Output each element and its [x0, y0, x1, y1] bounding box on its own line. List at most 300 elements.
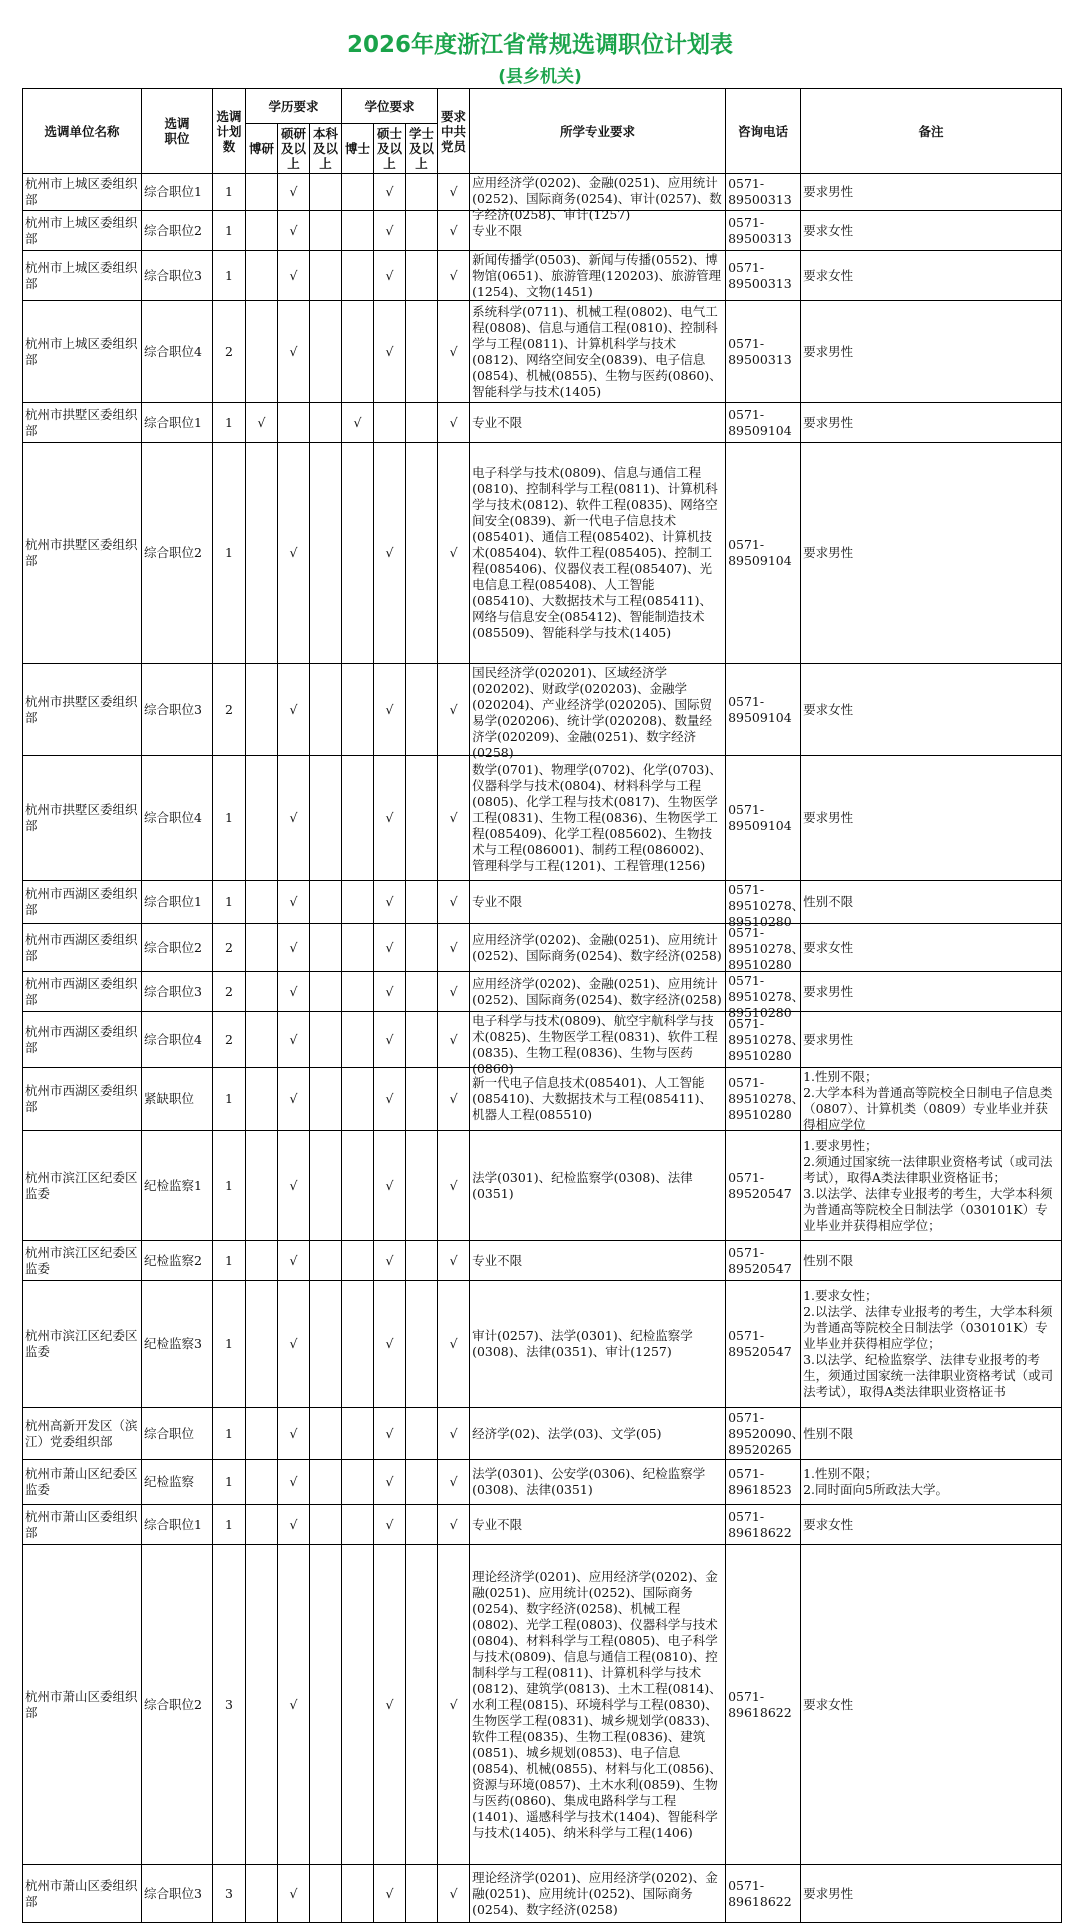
cell-unit [23, 174, 142, 211]
cell-deg-bachelor [406, 174, 438, 211]
cell-party [438, 301, 470, 403]
cell-unit [23, 1241, 142, 1281]
cell-deg-doc [342, 664, 374, 756]
cell-position-text: 综合职位3 [144, 267, 202, 283]
cell-party-text: √ [449, 222, 458, 238]
cell-deg-doc [342, 924, 374, 972]
cell-deg-master-text: √ [385, 939, 394, 955]
cell-position-text: 综合职位1 [144, 184, 202, 199]
cell-deg-master [374, 1131, 406, 1241]
page-title: 2026年度浙江省常规选调职位计划表 [346, 32, 733, 58]
cell-party [438, 1545, 470, 1865]
cell-count [213, 1460, 246, 1505]
cell-position-text: 纪检监察2 [144, 1252, 202, 1268]
cell-position-text: 综合职位4 [144, 343, 202, 359]
cell-edu-bachelor [310, 1241, 342, 1281]
cell-edu-master-text: √ [289, 1177, 298, 1193]
cell-deg-master [374, 1545, 406, 1865]
cell-position [142, 924, 213, 972]
cell-edu-master-text: √ [289, 1336, 298, 1351]
cell-count-text: 1 [225, 267, 233, 283]
cell-party [438, 972, 470, 1012]
cell-position [142, 1131, 213, 1241]
cell-deg-master-text: √ [385, 701, 394, 717]
cell-position [142, 972, 213, 1012]
cell-major-text: 系统科学(0711)、机械工程(0802)、电气工程(0808)、信息与通信工程(0810)、控制科学与工程(0811)、计算机科学与技术(0812)、网络空间安全(0839)、电子信息(0854)、机械(0855)、生物与医药(0860)、智能科学与技术(1405) [472, 303, 722, 399]
cell-major-text: 电子科学与技术(0809)、航空宇航科学与技术(0825)、生物医学工程(0831)、软件工程(0835)、生物工程(0836)、生物与医药(0860) [472, 1012, 718, 1076]
cell-deg-doc [342, 1408, 374, 1460]
header-row-1 [23, 89, 1062, 124]
cell-phone [726, 756, 801, 881]
cell-count-text: 2 [225, 701, 233, 717]
cell-major-text: 专业不限 [472, 1516, 523, 1532]
cell-count-text: 1 [225, 1252, 233, 1268]
cell-deg-bachelor [406, 1865, 438, 1923]
cell-deg-master [374, 972, 406, 1012]
cell-edu-master [278, 443, 310, 664]
cell-position [142, 1505, 213, 1545]
cell-deg-doc [342, 403, 374, 443]
cell-edu-doc [246, 1281, 278, 1408]
cell-note-text: 要求男性 [803, 414, 854, 430]
table-row [23, 972, 1062, 1012]
cell-edu-master [278, 1865, 310, 1923]
cell-edu-doc [246, 1408, 278, 1460]
cell-position [142, 1460, 213, 1505]
cell-edu-doc [246, 251, 278, 301]
cell-unit-text: 杭州高新开发区（滨江）党委组织部 [25, 1417, 138, 1449]
cell-count [213, 443, 246, 664]
cell-unit-text: 杭州市西湖区委组织部 [25, 886, 138, 917]
cell-party-text: √ [449, 267, 458, 283]
header-note: 备注 [801, 89, 1062, 174]
cell-phone-text: 0571-89510278、89510280 [728, 1075, 805, 1122]
cell-major-text: 理论经济学(0201)、应用经济学(0202)、金融(0251)、应用统计(0252)、国际商务(0254)、数字经济(0258) [472, 1869, 718, 1917]
cell-position-text: 综合职位1 [144, 894, 202, 909]
cell-count-text: 1 [225, 1091, 233, 1106]
cell-unit-text: 杭州市拱墅区委组织部 [25, 802, 138, 833]
cell-phone-text: 0571-89510278、89510280 [728, 1015, 805, 1063]
cell-major-text: 专业不限 [472, 414, 523, 430]
table-row [23, 403, 1062, 443]
cell-deg-bachelor [406, 251, 438, 301]
cell-party-text: √ [449, 414, 458, 430]
cell-party [438, 1281, 470, 1408]
cell-party-text: √ [449, 1696, 458, 1712]
cell-position [142, 1865, 213, 1923]
cell-major [470, 1131, 726, 1241]
cell-position-text: 综合职位2 [144, 222, 202, 238]
cell-edu-doc [246, 756, 278, 881]
cell-edu-master [278, 972, 310, 1012]
cell-deg-doc [342, 972, 374, 1012]
cell-edu-bachelor [310, 301, 342, 403]
cell-deg-master-text: √ [385, 343, 394, 359]
cell-deg-master [374, 251, 406, 301]
cell-deg-doc [342, 881, 374, 924]
header-deg-master: 硕士 及以 上 [374, 124, 406, 174]
cell-major [470, 174, 726, 222]
cell-position-text: 紧缺职位 [144, 1091, 195, 1106]
cell-unit-text: 杭州市萧山区纪委区监委 [25, 1466, 138, 1497]
cell-count [213, 1068, 246, 1131]
cell-major [470, 1545, 726, 1865]
table-row [23, 664, 1062, 756]
cell-edu-master-text: √ [289, 1516, 298, 1532]
cell-unit-text: 杭州市萧山区委组织部 [25, 1877, 138, 1909]
cell-deg-bachelor [406, 924, 438, 972]
cell-deg-master [374, 1281, 406, 1408]
cell-position [142, 211, 213, 251]
header-major: 所学专业要求 [470, 89, 726, 174]
cell-edu-master [278, 1505, 310, 1545]
cell-edu-master [278, 1408, 310, 1460]
cell-phone-text: 0571-89520090、89520265 [728, 1409, 805, 1457]
cell-unit [23, 1068, 142, 1131]
cell-party-text: √ [449, 1252, 458, 1268]
cell-deg-master [374, 881, 406, 924]
cell-note-text: 要求女性 [803, 701, 854, 717]
cell-unit-text: 杭州市滨江区纪委区监委 [25, 1244, 138, 1276]
cell-count [213, 1865, 246, 1923]
cell-major [470, 1281, 726, 1408]
cell-note-text: 性别不限 [803, 1252, 854, 1268]
cell-count [213, 1545, 246, 1865]
cell-deg-bachelor [406, 1545, 438, 1865]
cell-note-text: 要求女性 [803, 267, 854, 283]
cell-major-text: 审计(0257)、法学(0301)、纪检监察学(0308)、法律(0351)、审计(1257) [472, 1328, 693, 1359]
cell-deg-bachelor [406, 1131, 438, 1241]
cell-position-text: 综合职位3 [144, 701, 202, 717]
cell-unit [23, 251, 142, 301]
cell-position [142, 443, 213, 664]
cell-edu-master [278, 211, 310, 251]
table-row [23, 443, 1062, 664]
position-plan-table [22, 88, 1062, 1923]
cell-deg-bachelor [406, 1505, 438, 1545]
cell-edu-master [278, 1012, 310, 1068]
cell-party [438, 1408, 470, 1460]
cell-count [213, 211, 246, 251]
cell-phone [726, 1545, 801, 1865]
header-education: 学历要求 [246, 89, 342, 124]
cell-major [470, 1865, 726, 1923]
cell-position-text: 综合职位1 [144, 1516, 202, 1532]
cell-phone-text: 0571-89618622 [728, 1877, 792, 1909]
cell-edu-master [278, 301, 310, 403]
cell-deg-bachelor [406, 1408, 438, 1460]
cell-party [438, 1068, 470, 1131]
cell-unit [23, 211, 142, 251]
cell-party [438, 756, 470, 881]
cell-deg-bachelor [406, 403, 438, 443]
cell-position [142, 1545, 213, 1865]
cell-edu-doc [246, 1460, 278, 1505]
header-position: 选调 职位 [142, 89, 213, 174]
cell-deg-master [374, 1865, 406, 1923]
header-edu-master: 硕研 及以 上 [278, 124, 310, 174]
table-row [23, 301, 1062, 403]
cell-unit-text: 杭州市西湖区委组织部 [25, 975, 138, 1007]
cell-party [438, 1865, 470, 1923]
cell-count-text: 3 [225, 1696, 233, 1712]
cell-position-text: 纪检监察 [144, 1474, 195, 1489]
cell-note [801, 1241, 1062, 1281]
cell-edu-doc [246, 1068, 278, 1131]
cell-edu-master [278, 1281, 310, 1408]
cell-position [142, 251, 213, 301]
cell-phone-text: 0571-89510278、89510280 [728, 881, 805, 929]
cell-phone-text: 0571-89510278、89510280 [728, 924, 805, 972]
cell-count-text: 1 [225, 810, 233, 825]
cell-deg-doc [342, 174, 374, 211]
table-row [23, 174, 1062, 211]
cell-edu-bachelor [310, 403, 342, 443]
cell-count [213, 756, 246, 881]
cell-deg-bachelor [406, 664, 438, 756]
cell-deg-doc [342, 1281, 374, 1408]
cell-count-text: 1 [225, 1177, 233, 1193]
cell-edu-master [278, 664, 310, 756]
cell-note [801, 1460, 1062, 1505]
cell-party [438, 251, 470, 301]
cell-phone [726, 1131, 801, 1241]
cell-deg-master-text: √ [385, 983, 394, 999]
cell-edu-bachelor [310, 1068, 342, 1131]
table-row [23, 1281, 1062, 1408]
cell-unit-text: 杭州市西湖区委组织部 [25, 1083, 138, 1114]
cell-position [142, 1012, 213, 1068]
cell-phone-text: 0571-89500313 [728, 176, 792, 207]
cell-note-text: 1.性别不限； 2.同时面向5所政法大学。 [803, 1466, 948, 1497]
cell-phone-text: 0571-89618622 [728, 1688, 792, 1720]
cell-edu-bachelor [310, 1281, 342, 1408]
cell-major-text: 数学(0701)、物理学(0702)、化学(0703)、仪器科学与技术(0804)、材料科学与工程(0805)、化学工程与技术(0817)、生物医学工程(0831)、生物工程(0836)、生物医学工程(085409)、化学工程(085602)、生物技术与工程(086001)、制药工程(086002)、管理科学与工程(1201)、工程管理(1256) [472, 762, 722, 873]
cell-note-text: 要求男性 [803, 1885, 854, 1901]
cell-edu-doc [246, 1131, 278, 1241]
cell-edu-master-text: √ [289, 184, 298, 199]
cell-phone [726, 664, 801, 756]
cell-deg-master [374, 756, 406, 881]
cell-position [142, 664, 213, 756]
cell-unit [23, 1012, 142, 1068]
cell-edu-bachelor [310, 443, 342, 664]
cell-position-text: 综合职位2 [144, 1696, 202, 1712]
cell-deg-master-text: √ [385, 894, 394, 909]
table-row [23, 1012, 1062, 1068]
cell-major [470, 756, 726, 881]
cell-deg-bachelor [406, 1281, 438, 1408]
cell-edu-master-text: √ [289, 1252, 298, 1268]
cell-deg-master-text: √ [385, 1091, 394, 1106]
cell-phone [726, 251, 801, 301]
cell-unit [23, 1131, 142, 1241]
cell-edu-master-text: √ [289, 267, 298, 283]
cell-party-text: √ [449, 545, 458, 560]
cell-phone-text: 0571-89618622 [728, 1508, 792, 1540]
cell-count [213, 972, 246, 1012]
cell-major-text: 法学(0301)、公安学(0306)、纪检监察学(0308)、法律(0351) [472, 1466, 706, 1497]
cell-unit-text: 杭州市上城区委组织部 [25, 259, 138, 291]
header-phone: 咨询电话 [726, 89, 801, 174]
cell-major-text: 专业不限 [472, 222, 523, 238]
cell-major-text: 应用经济学(0202)、金融(0251)、应用统计(0252)、国际商务(0254)、数字经济(0258) [472, 975, 722, 1007]
cell-edu-master [278, 924, 310, 972]
cell-note [801, 1545, 1062, 1865]
cell-note [801, 924, 1062, 972]
cell-unit [23, 881, 142, 924]
cell-unit [23, 1505, 142, 1545]
cell-count-text: 1 [225, 545, 233, 560]
cell-phone [726, 174, 801, 211]
cell-unit [23, 1281, 142, 1408]
cell-phone [726, 1460, 801, 1505]
cell-edu-master [278, 1460, 310, 1505]
cell-deg-master-text: √ [385, 267, 394, 283]
cell-party-text: √ [449, 1336, 458, 1351]
cell-deg-doc [342, 1460, 374, 1505]
cell-edu-doc [246, 972, 278, 1012]
cell-position-text: 纪检监察3 [144, 1336, 202, 1351]
cell-count-text: 2 [225, 1031, 233, 1047]
cell-unit [23, 443, 142, 664]
cell-unit [23, 1460, 142, 1505]
cell-phone-text: 0571-89500313 [728, 335, 792, 367]
table-body [23, 174, 1062, 1923]
cell-deg-master-text: √ [385, 1252, 394, 1268]
cell-note [801, 174, 1062, 211]
cell-deg-bachelor [406, 881, 438, 924]
cell-deg-master [374, 664, 406, 756]
cell-unit-text: 杭州市萧山区委组织部 [25, 1688, 138, 1720]
cell-deg-doc [342, 1505, 374, 1545]
cell-note-text: 1.性别不限； 2.大学本科为普通高等院校全日制电子信息类（0807）、计算机类（0809）专业毕业并获得相应学位 [803, 1068, 1053, 1132]
cell-party [438, 881, 470, 924]
cell-position [142, 301, 213, 403]
header-edu-doc: 博研 [246, 124, 278, 174]
table-row [23, 1505, 1062, 1545]
cell-note [801, 403, 1062, 443]
cell-deg-master-text: √ [385, 184, 394, 199]
cell-deg-doc [342, 443, 374, 664]
cell-phone [726, 443, 801, 664]
cell-major-text: 专业不限 [472, 1252, 523, 1268]
cell-note-text: 1.要求女性； 2.以法学、法律专业报考的考生，大学本科须为普通高等院校全日制法学（030101K）专业毕业并获得相应学位； 3.以法学、纪检监察学、法律专业报考的考生，须通过国家统一法律职业资格考试（或司法考试），取得A类法律职业资格证书 [803, 1288, 1054, 1399]
cell-deg-bachelor [406, 211, 438, 251]
cell-phone [726, 211, 801, 251]
cell-phone-text: 0571-89509104 [728, 537, 792, 568]
cell-note [801, 756, 1062, 881]
table-row [23, 881, 1062, 924]
cell-edu-bachelor [310, 1460, 342, 1505]
cell-position-text: 纪检监察1 [144, 1177, 202, 1193]
cell-phone [726, 881, 805, 929]
cell-phone-text: 0571-89509104 [728, 693, 792, 725]
cell-major [470, 1460, 726, 1505]
cell-party [438, 211, 470, 251]
cell-deg-bachelor [406, 972, 438, 1012]
cell-position [142, 1281, 213, 1408]
cell-major-text: 应用经济学(0202)、金融(0251)、应用统计(0252)、国际商务(0254)、审计(0257)、数字经济(0258)、审计(1257) [472, 174, 722, 222]
cell-note-text: 要求男性 [803, 545, 854, 560]
cell-unit [23, 1408, 142, 1460]
cell-edu-doc [246, 664, 278, 756]
cell-phone [726, 1281, 801, 1408]
cell-deg-master-text: √ [385, 1516, 394, 1532]
cell-party-text: √ [449, 1516, 458, 1532]
cell-deg-master [374, 1408, 406, 1460]
cell-major [470, 1408, 726, 1460]
cell-deg-master [374, 1460, 406, 1505]
cell-unit-text: 杭州市拱墅区委组织部 [25, 406, 138, 438]
cell-phone-text: 0571-89500313 [728, 259, 792, 291]
cell-position [142, 174, 213, 211]
cell-count-text: 1 [225, 894, 233, 909]
cell-count-text: 2 [225, 343, 233, 359]
cell-count-text: 1 [225, 1516, 233, 1532]
cell-count [213, 664, 246, 756]
cell-party-text: √ [449, 1177, 458, 1193]
cell-count [213, 1281, 246, 1408]
cell-count-text: 1 [225, 184, 233, 199]
cell-deg-master [374, 924, 406, 972]
cell-deg-doc [342, 211, 374, 251]
cell-note-text: 要求男性 [803, 983, 854, 999]
cell-party-text: √ [449, 184, 458, 199]
table-row [23, 1545, 1062, 1865]
cell-unit-text: 杭州市上城区委组织部 [25, 214, 138, 246]
cell-deg-master-text: √ [385, 545, 394, 560]
cell-count-text: 2 [225, 983, 233, 999]
header-unit: 选调单位名称 [23, 89, 142, 174]
cell-phone [726, 1865, 801, 1923]
cell-edu-doc [246, 403, 278, 443]
cell-party-text: √ [449, 1474, 458, 1489]
cell-position [142, 403, 213, 443]
cell-edu-doc [246, 1865, 278, 1923]
cell-note [801, 251, 1062, 301]
cell-edu-doc [246, 1012, 278, 1068]
cell-edu-master-text: √ [289, 343, 298, 359]
table-row [23, 756, 1062, 881]
cell-edu-master-text: √ [289, 701, 298, 717]
cell-phone [726, 1408, 805, 1460]
cell-count-text: 1 [225, 1474, 233, 1489]
cell-position-text: 综合职位 [144, 1425, 195, 1441]
table-row [23, 1408, 1062, 1460]
cell-deg-bachelor [406, 443, 438, 664]
cell-phone [726, 1241, 801, 1281]
cell-note [801, 881, 1062, 924]
cell-edu-bachelor [310, 1012, 342, 1068]
cell-unit [23, 924, 142, 972]
cell-unit [23, 756, 142, 881]
cell-party-text: √ [449, 1091, 458, 1106]
cell-edu-doc [246, 174, 278, 211]
cell-count-text: 1 [225, 414, 233, 430]
cell-edu-master [278, 1545, 310, 1865]
cell-unit-text: 杭州市上城区委组织部 [25, 176, 138, 207]
cell-phone-text: 0571-89509104 [728, 802, 792, 833]
cell-edu-bachelor [310, 1505, 342, 1545]
cell-edu-doc [246, 881, 278, 924]
cell-position-text: 综合职位1 [144, 414, 202, 430]
cell-position-text: 综合职位2 [144, 939, 202, 955]
cell-count-text: 1 [225, 1336, 233, 1351]
cell-deg-master [374, 443, 406, 664]
cell-edu-bachelor [310, 1131, 342, 1241]
cell-count [213, 301, 246, 403]
